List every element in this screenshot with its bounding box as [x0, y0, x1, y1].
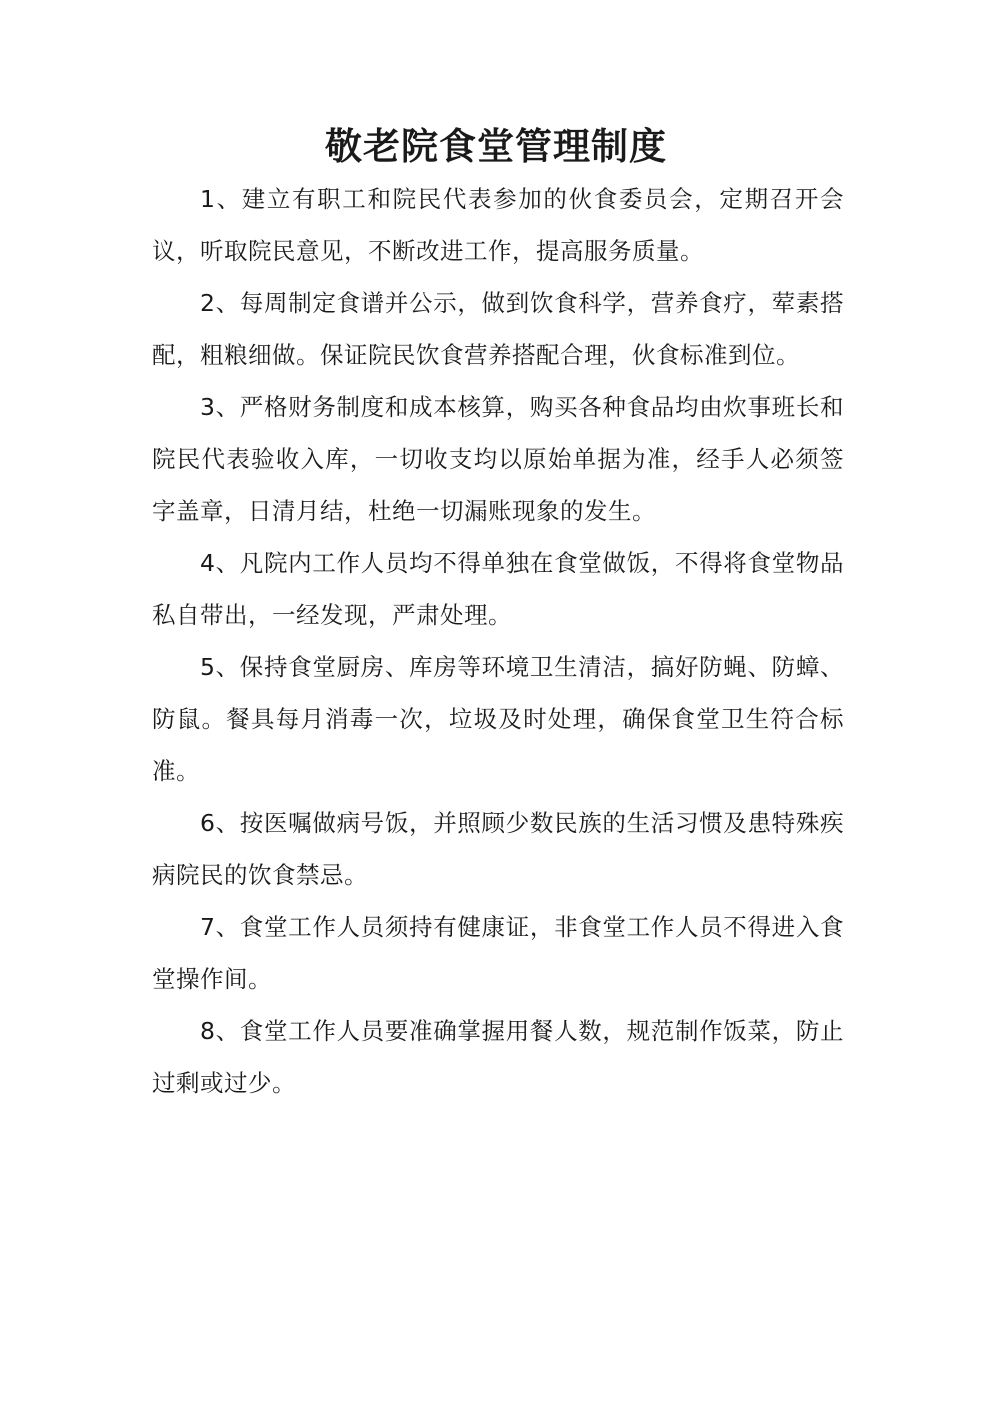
- regulation-body: [152, 173, 844, 1109]
- clause-8: 8、食堂工作人员要准确掌握用餐人数，规范制作饭菜，防止过剩或过少。: [152, 1017, 844, 1097]
- clause-2: 2、每周制定食谱并公示，做到饮食科学，营养食疗，荤素搭配，粗粮细做。保证院民饮食营养搭配合理，伙食标准到位。: [152, 289, 844, 369]
- page-title: 敬老院食堂管理制度: [325, 125, 667, 168]
- clause-3: 3、严格财务制度和成本核算，购买各种食品均由炊事班长和院民代表验收入库，一切收支均以原始单据为准，经手人必须签字盖章，日清月结，杜绝一切漏账现象的发生。: [152, 393, 844, 525]
- clause-5: 5、保持食堂厨房、库房等环境卫生清洁，搞好防蝇、防蟑、防鼠。餐具每月消毒一次，垃圾及时处理，确保食堂卫生符合标准。: [152, 653, 844, 785]
- clause-7: 7、食堂工作人员须持有健康证，非食堂工作人员不得进入食堂操作间。: [152, 913, 844, 993]
- clause-6: 6、按医嘱做病号饭，并照顾少数民族的生活习惯及患特殊疾病院民的饮食禁忌。: [152, 809, 844, 889]
- clause-1: 1、建立有职工和院民代表参加的伙食委员会，定期召开会议，听取院民意见，不断改进工作，提高服务质量。: [152, 185, 844, 265]
- clause-4: 4、凡院内工作人员均不得单独在食堂做饭，不得将食堂物品私自带出，一经发现，严肃处理。: [152, 549, 844, 629]
